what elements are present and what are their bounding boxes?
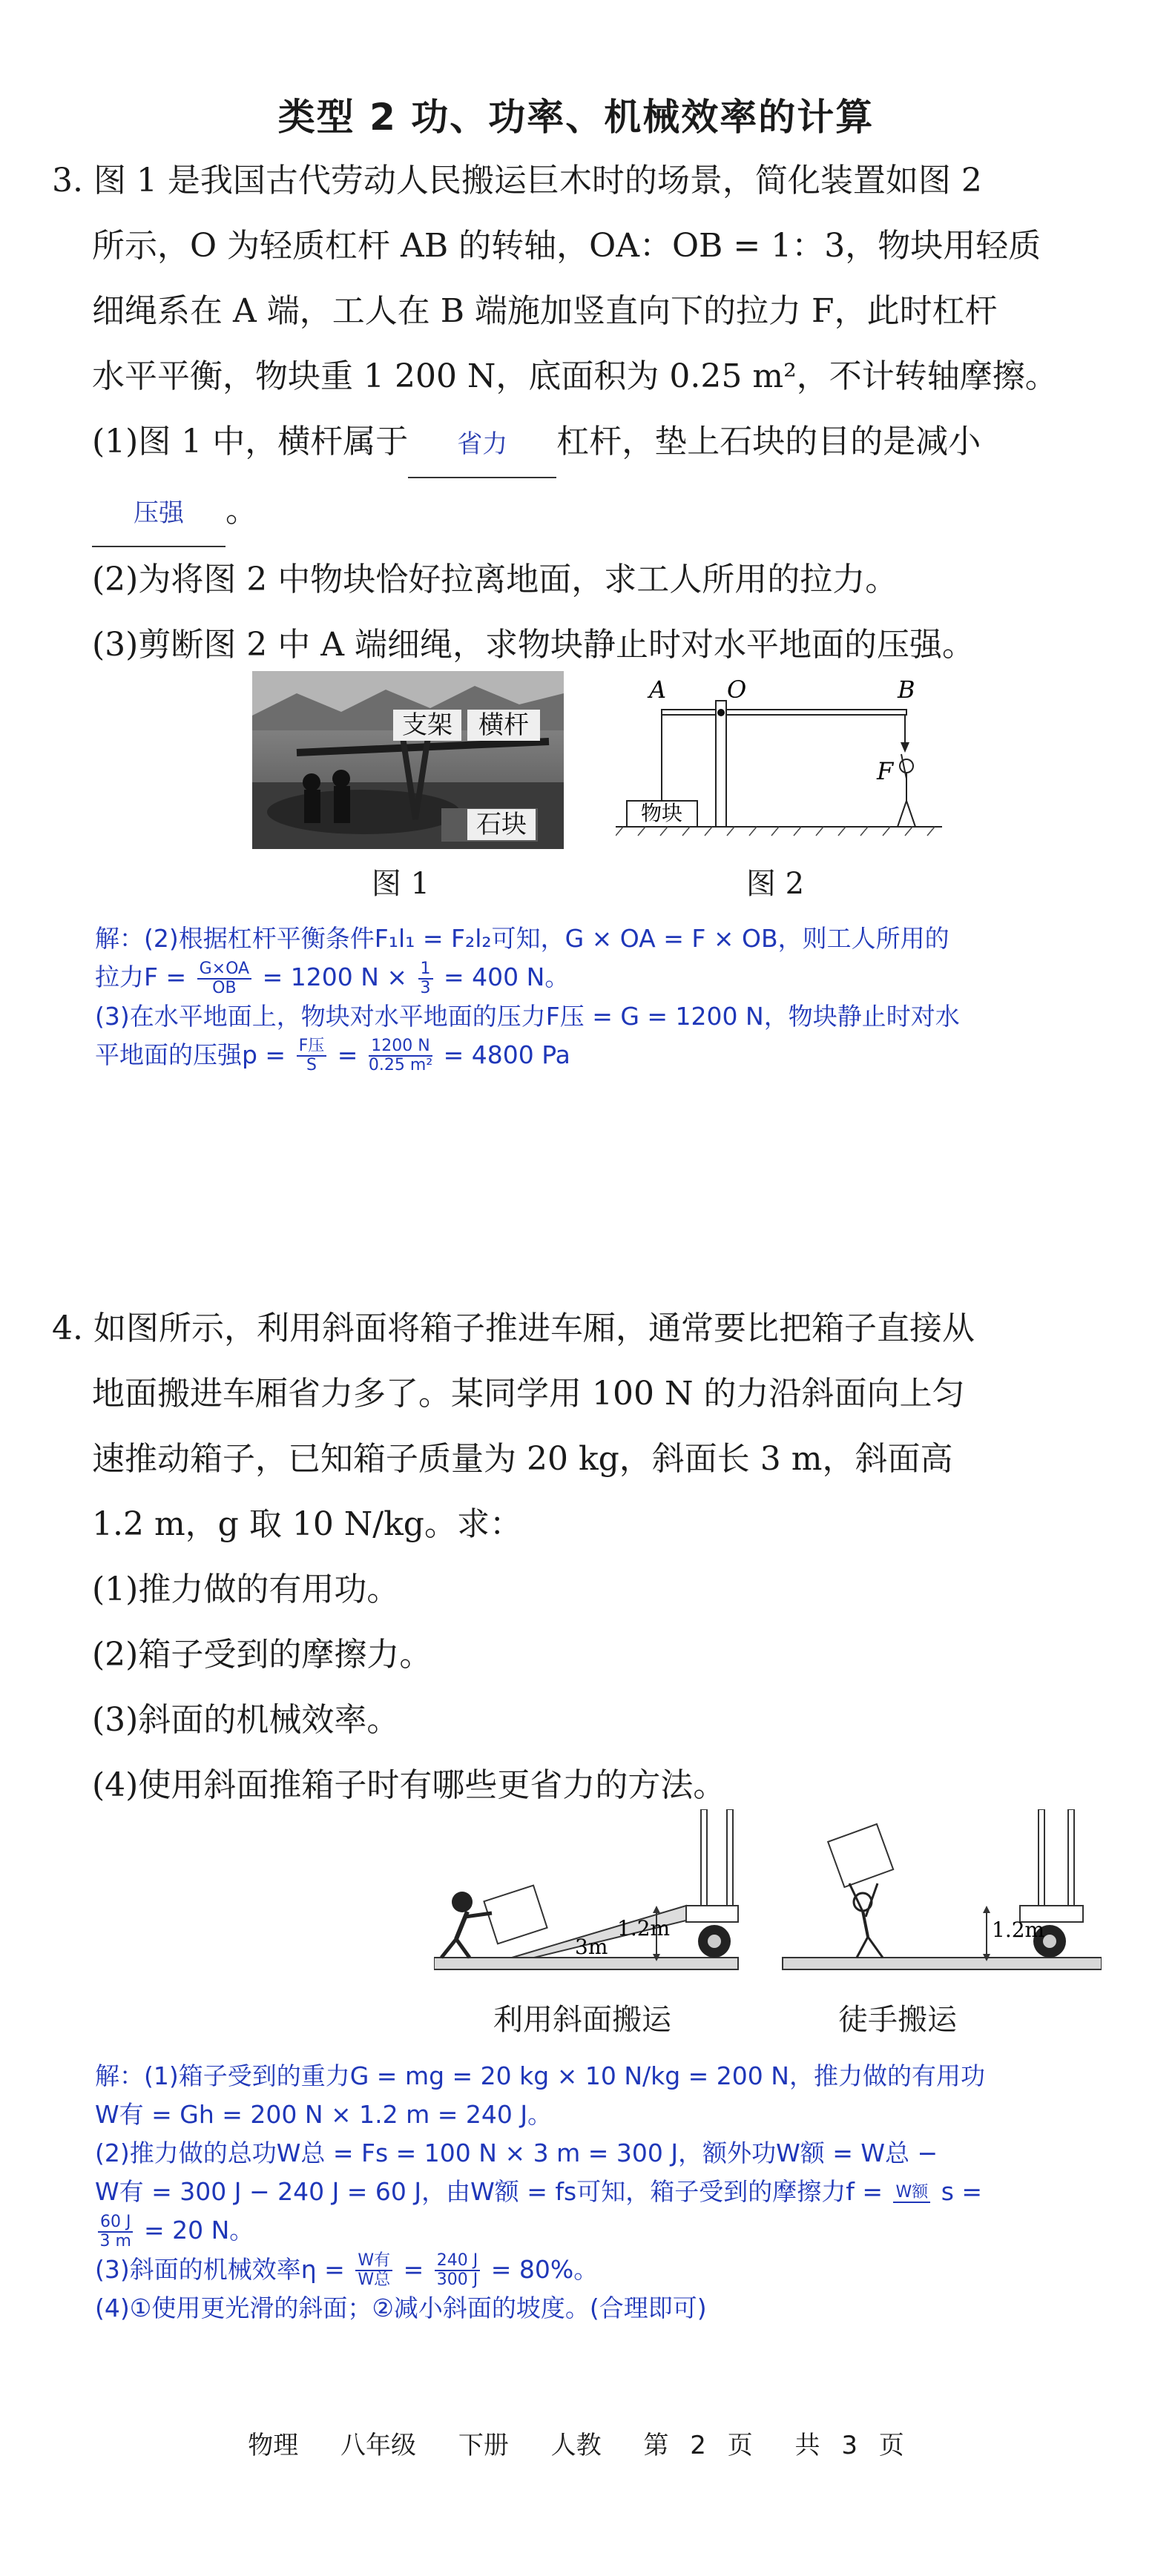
- q4-part-1: (1)推力做的有用功。: [92, 1571, 400, 1608]
- q3-answer-pressure-label: 平地面的压强p =: [95, 1040, 286, 1069]
- footer-grade: 八年级: [340, 2431, 417, 2460]
- q3-fraction-one-third: [418, 960, 433, 997]
- q4-answer-line-6: [95, 2250, 1104, 2290]
- q4-fraction-w-ratio: [355, 2252, 392, 2289]
- q3-answer-line-1: 解：(2)根据杠杆平衡条件F₁l₁ = F₂l₂可知，G × OA = F × OB，则工人所用的: [95, 924, 949, 953]
- question-4: [52, 1296, 1105, 1818]
- q3-line-1: 3. 图 1 是我国古代劳动人民搬运巨木时的场景，简化装置如图 2: [52, 162, 982, 199]
- q3-answer-pressure-result: = 4800 Pa: [443, 1040, 570, 1069]
- q3-part-1-mid: 杠杆，垫上石块的目的是减小: [556, 423, 981, 460]
- q4-part-2: (2)箱子受到的摩擦力。: [92, 1636, 432, 1674]
- fig1-label-support: 支架: [402, 710, 452, 740]
- caption-direct-lift: 徒手搬运: [838, 2003, 957, 2037]
- page-footer: [0, 2425, 1152, 2461]
- q3-answer-line-4: [95, 1036, 1104, 1075]
- q3-part-1-cont: [52, 478, 1105, 547]
- lever-pivot-post: [716, 701, 726, 827]
- frac-numerator: 60 J: [98, 2213, 133, 2233]
- q4-fraction-60j-3m: [98, 2213, 133, 2250]
- frac-denominator: 3: [420, 978, 431, 997]
- q4-answer-friction-text: W有 = 300 J − 240 J = 60 J，由W额 = fs可知，箱子受到的摩擦力f =: [95, 2177, 883, 2206]
- equals-sign: =: [337, 1040, 358, 1069]
- q3-fraction-f-s: [297, 1037, 327, 1074]
- frac-numerator: W有: [355, 2252, 392, 2271]
- truck-bed-left: [686, 1906, 738, 1922]
- figure-incline-comparison: [434, 1809, 1102, 1987]
- q3-answer-line-2: [95, 958, 1104, 997]
- frac-denominator: 0.25 m²: [368, 1056, 433, 1074]
- box-right: [828, 1824, 893, 1887]
- fig2-label-O: O: [727, 676, 747, 704]
- fig2-label-block: 物块: [640, 801, 683, 825]
- q4-answer-line-5: [95, 2211, 1104, 2250]
- fig1-label-stone: 石块: [476, 810, 527, 839]
- q4-answer-line-4: [95, 2173, 1104, 2211]
- frac-denominator: OB: [212, 978, 237, 997]
- figure-2-lever-diagram: [616, 671, 942, 849]
- q3-line-3: 细绳系在 A 端，工人在 B 端施加竖直向下的拉力 F，此时杠杆: [92, 292, 998, 330]
- q3-answer: [95, 919, 1104, 1074]
- q3-line-4: 水平平衡，物块重 1 200 N，底面积为 0.25 m²，不计转轴摩擦。: [92, 357, 1058, 395]
- lever-bar: [662, 710, 906, 715]
- figure-1-caption: 图 1: [371, 867, 430, 901]
- box-left: [484, 1886, 547, 1944]
- footer-volume: 下册: [458, 2431, 509, 2460]
- q3-blank-2: 压强: [92, 480, 226, 547]
- q3-blank-1: 省力: [408, 412, 556, 478]
- q4-answer-friction-result: = 20 N。: [143, 2216, 254, 2245]
- ground-right: [783, 1958, 1102, 1969]
- q4-part-3: (3)斜面的机械效率。: [92, 1701, 400, 1739]
- q4-answer-efficiency-label: (3)斜面的机械效率η =: [95, 2254, 345, 2284]
- footer-publisher: 人教: [550, 2431, 602, 2460]
- frac-numerator: 1: [418, 960, 433, 980]
- q4-answer-efficiency-result: = 80%。: [490, 2254, 599, 2284]
- q3-part-2: (2)为将图 2 中物块恰好拉离地面，求工人所用的拉力。: [92, 561, 898, 598]
- q3-part-1: [52, 409, 1105, 478]
- section-title: 类型 2 功、功率、机械效率的计算: [277, 96, 875, 139]
- frac-numerator: F压: [297, 1037, 327, 1057]
- footer-page-number: 第 2 页: [643, 2431, 753, 2460]
- q3-fraction-values: [369, 1037, 432, 1074]
- q4-line-4: 1.2 m，g 取 10 N/kg。求：: [92, 1505, 522, 1543]
- fig-label-length: 3m: [575, 1935, 608, 1959]
- fig-label-height-right: 1.2m: [992, 1918, 1045, 1942]
- q3-answer-force-label: 拉力F =: [95, 962, 187, 991]
- caption-incline: 利用斜面搬运: [493, 2003, 671, 2037]
- q4-fraction-w-extra: [893, 2184, 930, 2203]
- q4-part-4: (4)使用斜面推箱子时有哪些更省力的方法。: [92, 1766, 726, 1804]
- footer-subject: 物理: [248, 2431, 299, 2460]
- worker-head: [900, 759, 913, 773]
- ground-left: [434, 1958, 738, 1969]
- footer-page-total: 共 3 页: [794, 2431, 904, 2460]
- figure-1-photo: [252, 671, 564, 849]
- q4-answer-line-3: (2)推力做的总功W总 = Fs = 100 N × 3 m = 300 J，额外功W额 = W总 −: [95, 2139, 938, 2167]
- q3-answer-line-3: (3)在水平地面上，物块对水平地面的压力F压 = G = 1200 N，物块静止时对水: [95, 1001, 960, 1031]
- q4-line-3: 速推动箱子，已知箱子质量为 20 kg，斜面长 3 m，斜面高: [92, 1440, 953, 1478]
- frac-denominator: 3 m: [99, 2231, 131, 2250]
- q3-part-1-end: 。: [226, 492, 258, 529]
- frac-denominator: 300 J: [436, 2270, 478, 2289]
- fig-label-height-left: 1.2m: [617, 1916, 671, 1941]
- q3-part-1-pre: (1)图 1 中，横杆属于: [92, 423, 409, 460]
- q3-line-2: 所示，O 为轻质杠杆 AB 的转轴，OA：OB = 1：3，物块用轻质: [92, 227, 1041, 265]
- pivot-dot: [717, 709, 725, 716]
- frac-denominator: S: [306, 1056, 317, 1074]
- q4-answer-line-1: 解：(1)箱子受到的重力G = mg = 20 kg × 10 N/kg = 200 N，推力做的有用功: [95, 2061, 985, 2090]
- fig2-label-A: A: [649, 676, 667, 704]
- fig1-label-bar: 横杆: [478, 710, 529, 740]
- figure-2-caption: 图 2: [745, 867, 805, 901]
- question-3: [52, 148, 1105, 678]
- q3-fraction-ga-ob: [197, 960, 251, 997]
- person-left-head: [452, 1892, 473, 1912]
- frac-numerator: 1200 N: [369, 1037, 432, 1057]
- q3-part-3: (3)剪断图 2 中 A 端细绳，求物块静止时对水平地面的压强。: [92, 626, 975, 664]
- q4-answer-s-eq: s =: [941, 2177, 983, 2206]
- frac-numerator: W额: [893, 2184, 930, 2203]
- frac-numerator: 240 J: [435, 2252, 480, 2271]
- q4-line-1: 4. 如图所示，利用斜面将箱子推进车厢，通常要比把箱子直接从: [52, 1310, 975, 1347]
- q3-answer-mult: = 1200 N ×: [262, 962, 408, 991]
- q3-answer-result: = 400 N。: [444, 962, 570, 991]
- q4-answer: [95, 2057, 1104, 2328]
- q4-fraction-240-300: [435, 2252, 480, 2289]
- fig2-label-B: B: [898, 676, 915, 704]
- q4-answer-line-7: (4)①使用更光滑的斜面；②减小斜面的坡度。(合理即可): [95, 2293, 707, 2322]
- equals-sign: =: [403, 2254, 424, 2284]
- fig2-label-F: F: [877, 757, 894, 785]
- q4-answer-line-2: W有 = Gh = 200 N × 1.2 m = 240 J。: [95, 2100, 553, 2129]
- frac-numerator: G×OA: [197, 960, 251, 980]
- q4-line-2: 地面搬进车厢省力多了。某同学用 100 N 的力沿斜面向上匀: [92, 1375, 965, 1413]
- frac-denominator: W总: [358, 2270, 391, 2289]
